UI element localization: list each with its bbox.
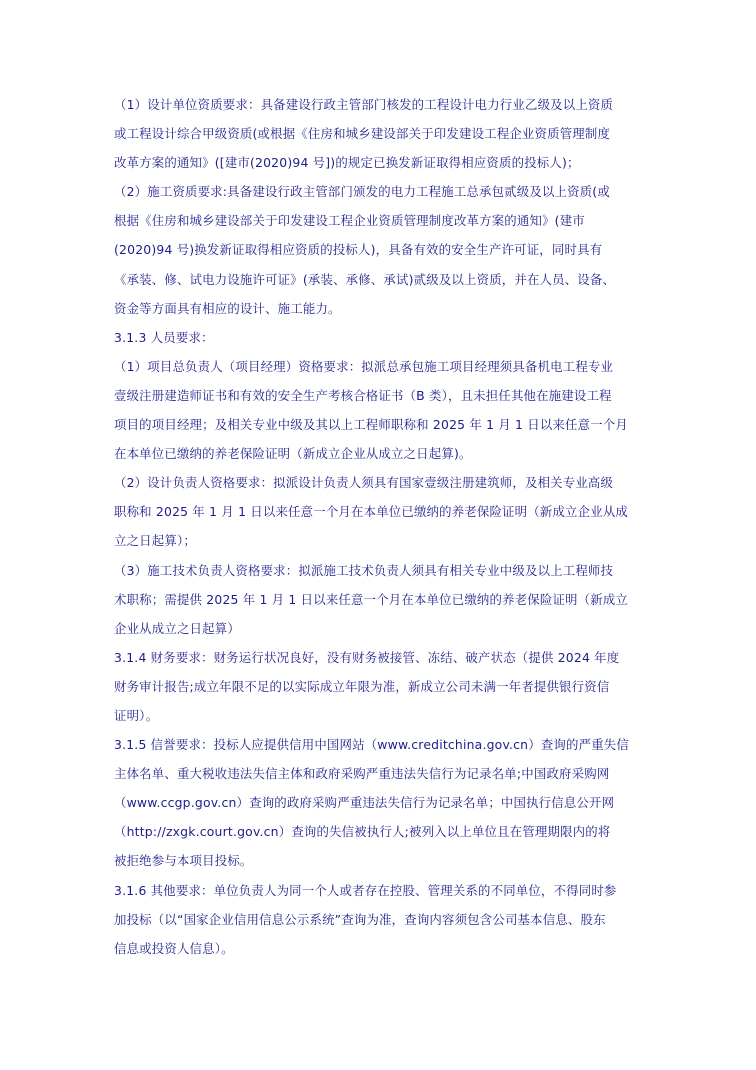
text-line: 在本单位已缴纳的养老保险证明（新成立企业从成立之日起算)。 bbox=[114, 446, 472, 462]
text-line: （2）设计负责人资格要求：拟派设计负责人须具有国家壹级注册建筑师，及相关专业高级 bbox=[114, 475, 614, 491]
text-line: 证明）。 bbox=[114, 707, 159, 723]
text-line: 财务审计报告;成立年限不足的以实际成立年限为准，新成立公司未满一年者提供银行资信 bbox=[114, 678, 610, 694]
text-line: 根据《住房和城乡建设部关于印发建设工程企业资质管理制度改革方案的通知》(建市 bbox=[114, 213, 585, 229]
text-line: 3.1.6 其他要求：单位负责人为同一个人或者存在控股、管理关系的不同单位，不得同时参 bbox=[114, 882, 617, 898]
text-line: (2020)94 号)换发新证取得相应资质的投标人)，具备有效的安全生产许可证，同时具有 bbox=[114, 242, 603, 258]
text-line: 被拒绝参与本项目投标。 bbox=[114, 853, 253, 869]
text-line: 项目的项目经理；及相关专业中级及其以上工程师职称和 2025 年 1 月 1 日以来任意一个月 bbox=[114, 417, 629, 433]
text-line: 职称和 2025 年 1 月 1 日以来任意一个月在本单位已缴纳的养老保险证明（新成立企业从成 bbox=[114, 504, 629, 520]
text-line: （1）项目总负责人（项目经理）资格要求：拟派总承包施工项目经理须具备机电工程专业 bbox=[114, 358, 614, 374]
text-line: 立之日起算）； bbox=[114, 533, 196, 549]
text-line: 资金等方面具有相应的设计、施工能力。 bbox=[114, 300, 341, 316]
text-line: 企业从成立之日起算） bbox=[114, 620, 240, 636]
text-line: （1）设计单位资质要求：具备建设行政主管部门核发的工程设计电力行业乙级及以上资质 bbox=[114, 97, 614, 112]
text-line: （www.ccgp.gov.cn）查询的政府采购严重违法失信行为记录名单；中国执行信息公开网 bbox=[114, 795, 615, 811]
document-body bbox=[114, 90, 650, 963]
text-line: 加投标（以“国家企业信用信息公示系统”查询为准，查询内容须包含公司基本信息、股东 bbox=[114, 911, 606, 927]
text-line: 3.1.4 财务要求：财务运行状况良好，没有财务被接管、冻结、破产状态（提供 2024 年度 bbox=[114, 649, 620, 665]
text-line: 改革方案的通知》([建市(2020)94 号])的规定已换发新证取得相应资质的投标人)； bbox=[114, 155, 580, 171]
text-line: 《承装、修、试电力设施许可证》(承装、承修、承试)贰级及以上资质，并在人员、设备、 bbox=[114, 271, 616, 287]
text-line: 或工程设计综合甲级资质(或根据《住房和城乡建设部关于印发建设工程企业资质管理制度 bbox=[114, 126, 611, 142]
text-line: （2）施工资质要求:具备建设行政主管部门颁发的电力工程施工总承包贰级及以上资质(或 bbox=[114, 184, 610, 200]
text-line: 3.1.5 信誉要求：投标人应提供信用中国网站（www.creditchina.gov.cn）查询的严重失信 bbox=[114, 737, 629, 753]
text-line: 信息或投资人信息）。 bbox=[114, 940, 234, 956]
text-line: 3.1.3 人员要求： bbox=[114, 329, 214, 345]
text-line: （http://zxgk.court.gov.cn）查询的失信被执行人;被列入以上单位且在管理期限内的将 bbox=[114, 824, 611, 840]
text-line: 主体名单、重大税收违法失信主体和政府采购严重违法失信行为记录名单;中国政府采购网 bbox=[114, 766, 610, 782]
text-line: 术职称；需提供 2025 年 1 月 1 日以来任意一个月在本单位已缴纳的养老保险证明（新成立 bbox=[114, 591, 629, 607]
text-line: 壹级注册建造师证书和有效的安全生产考核合格证书（B 类），且未担任其他在施建设工程 bbox=[114, 387, 612, 403]
text-line: （3）施工技术负责人资格要求：拟派施工技术负责人须具有相关专业中级及以上工程师技 bbox=[114, 562, 614, 578]
